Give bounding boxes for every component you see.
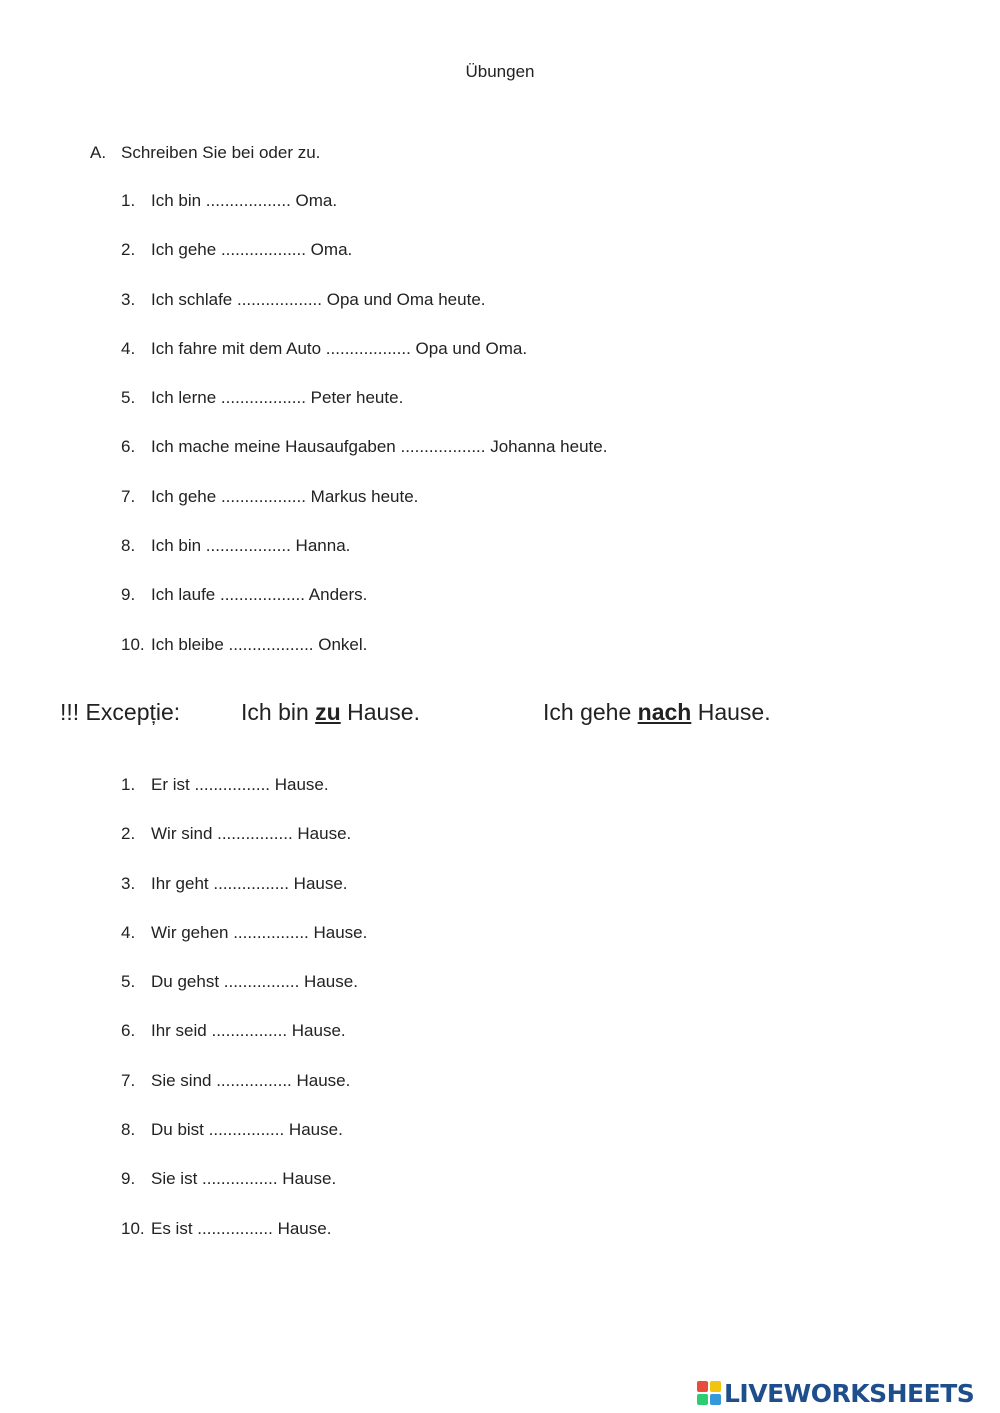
exercise-number: 3. — [121, 873, 136, 893]
exercise-sentence: Wir gehen ................ Hause. — [151, 922, 368, 942]
exercise-sentence: Ich bleibe .................. Onkel. — [151, 634, 368, 654]
exercise-item — [121, 290, 607, 339]
exercise-number: 5. — [121, 388, 136, 408]
example-text: Ich gehe — [543, 699, 638, 725]
section-a-instruction: Schreiben Sie bei oder zu. — [121, 143, 321, 162]
exercise-item — [121, 585, 607, 634]
exercise-number: 8. — [121, 536, 136, 556]
exercise-number: 9. — [121, 1169, 136, 1189]
logo-square-icon — [710, 1394, 721, 1405]
exercise-item — [121, 191, 607, 240]
exercise-number: 6. — [121, 437, 136, 457]
exercise-number: 2. — [121, 240, 136, 260]
exercise-item — [121, 339, 607, 388]
exercise-number: 6. — [121, 1021, 136, 1041]
exercise-item — [121, 1071, 367, 1120]
exercise-sentence: Wir sind ................ Hause. — [151, 824, 352, 844]
exercise-sentence: Ich fahre mit dem Auto .................. Opa und Oma. — [151, 338, 528, 358]
exercise-sentence: Du gehst ................ Hause. — [151, 972, 358, 992]
exercise-sentence: Ich mache meine Hausaufgaben .................. Johanna heute. — [151, 437, 608, 457]
exercise-sentence: Er ist ................ Hause. — [151, 775, 329, 794]
exercise-number: 2. — [121, 824, 136, 844]
exercise-number: 4. — [121, 922, 136, 942]
exercise-number: 9. — [121, 585, 136, 605]
exercise-list-a — [121, 191, 607, 684]
exercise-sentence: Du bist ................ Hause. — [151, 1120, 343, 1140]
exercise-number: 5. — [121, 972, 136, 992]
exercise-list-b — [121, 775, 367, 1268]
keyword-nach: nach — [637, 699, 692, 725]
page-title: Übungen — [465, 62, 535, 81]
exercise-sentence: Ich bin .................. Oma. — [151, 191, 338, 210]
exercise-sentence: Sie sind ................ Hause. — [151, 1070, 351, 1090]
exception-label: !!! Excepție: — [60, 699, 181, 725]
exercise-sentence: Ich lerne .................. Peter heute. — [151, 388, 404, 408]
exercise-item — [121, 1120, 367, 1169]
exercise-item — [121, 1219, 367, 1268]
exercise-number: 1. — [121, 775, 136, 794]
exercise-sentence: Ich schlafe .................. Opa und Oma heute. — [151, 289, 486, 309]
exercise-item — [121, 1021, 367, 1070]
exercise-item — [121, 635, 607, 684]
exercise-item — [121, 824, 367, 873]
exercise-sentence: Ich gehe .................. Markus heute. — [151, 486, 419, 506]
exercise-number: 7. — [121, 1070, 136, 1090]
exercise-sentence: Ihr geht ................ Hause. — [151, 873, 348, 893]
exercise-number: 3. — [121, 289, 136, 309]
liveworksheets-logo-icon — [697, 1381, 721, 1405]
exercise-item — [121, 536, 607, 585]
exception-example-nach — [543, 697, 771, 727]
exercise-item — [121, 874, 367, 923]
exercise-sentence: Ihr seid ................ Hause. — [151, 1021, 346, 1041]
exercise-item — [121, 1169, 367, 1218]
exercise-item — [121, 388, 607, 437]
exception-example-zu — [241, 697, 420, 727]
logo-square-icon — [710, 1381, 721, 1392]
example-text: Hause. — [340, 699, 420, 725]
logo-text: LIVEWORKSHEETS — [724, 1378, 975, 1408]
exercise-number: 10. — [121, 1218, 145, 1238]
exercise-item — [121, 775, 367, 824]
example-text: Hause. — [691, 699, 771, 725]
exercise-number: 7. — [121, 486, 136, 506]
exercise-sentence: Ich laufe .................. Anders. — [151, 585, 368, 605]
exercise-sentence: Ich gehe .................. Oma. — [151, 240, 353, 260]
exercise-item — [121, 972, 367, 1021]
exercise-number: 8. — [121, 1120, 136, 1140]
logo-square-icon — [697, 1381, 708, 1392]
exercise-sentence: Es ist ................ Hause. — [151, 1218, 332, 1238]
exercise-number: 10. — [121, 634, 145, 654]
logo-square-icon — [697, 1394, 708, 1405]
example-text: Ich bin — [241, 699, 316, 725]
exercise-sentence: Ich bin .................. Hanna. — [151, 536, 351, 556]
exercise-item — [121, 487, 607, 536]
exercise-item — [121, 923, 367, 972]
exercise-item — [121, 437, 607, 486]
liveworksheets-logo[interactable] — [697, 1377, 974, 1409]
keyword-zu: zu — [315, 699, 341, 725]
section-a-letter: A. — [90, 143, 107, 162]
exercise-number: 4. — [121, 338, 136, 358]
exercise-number: 1. — [121, 191, 136, 210]
exercise-item — [121, 240, 607, 289]
section-a-heading — [90, 143, 320, 163]
exercise-sentence: Sie ist ................ Hause. — [151, 1169, 337, 1189]
